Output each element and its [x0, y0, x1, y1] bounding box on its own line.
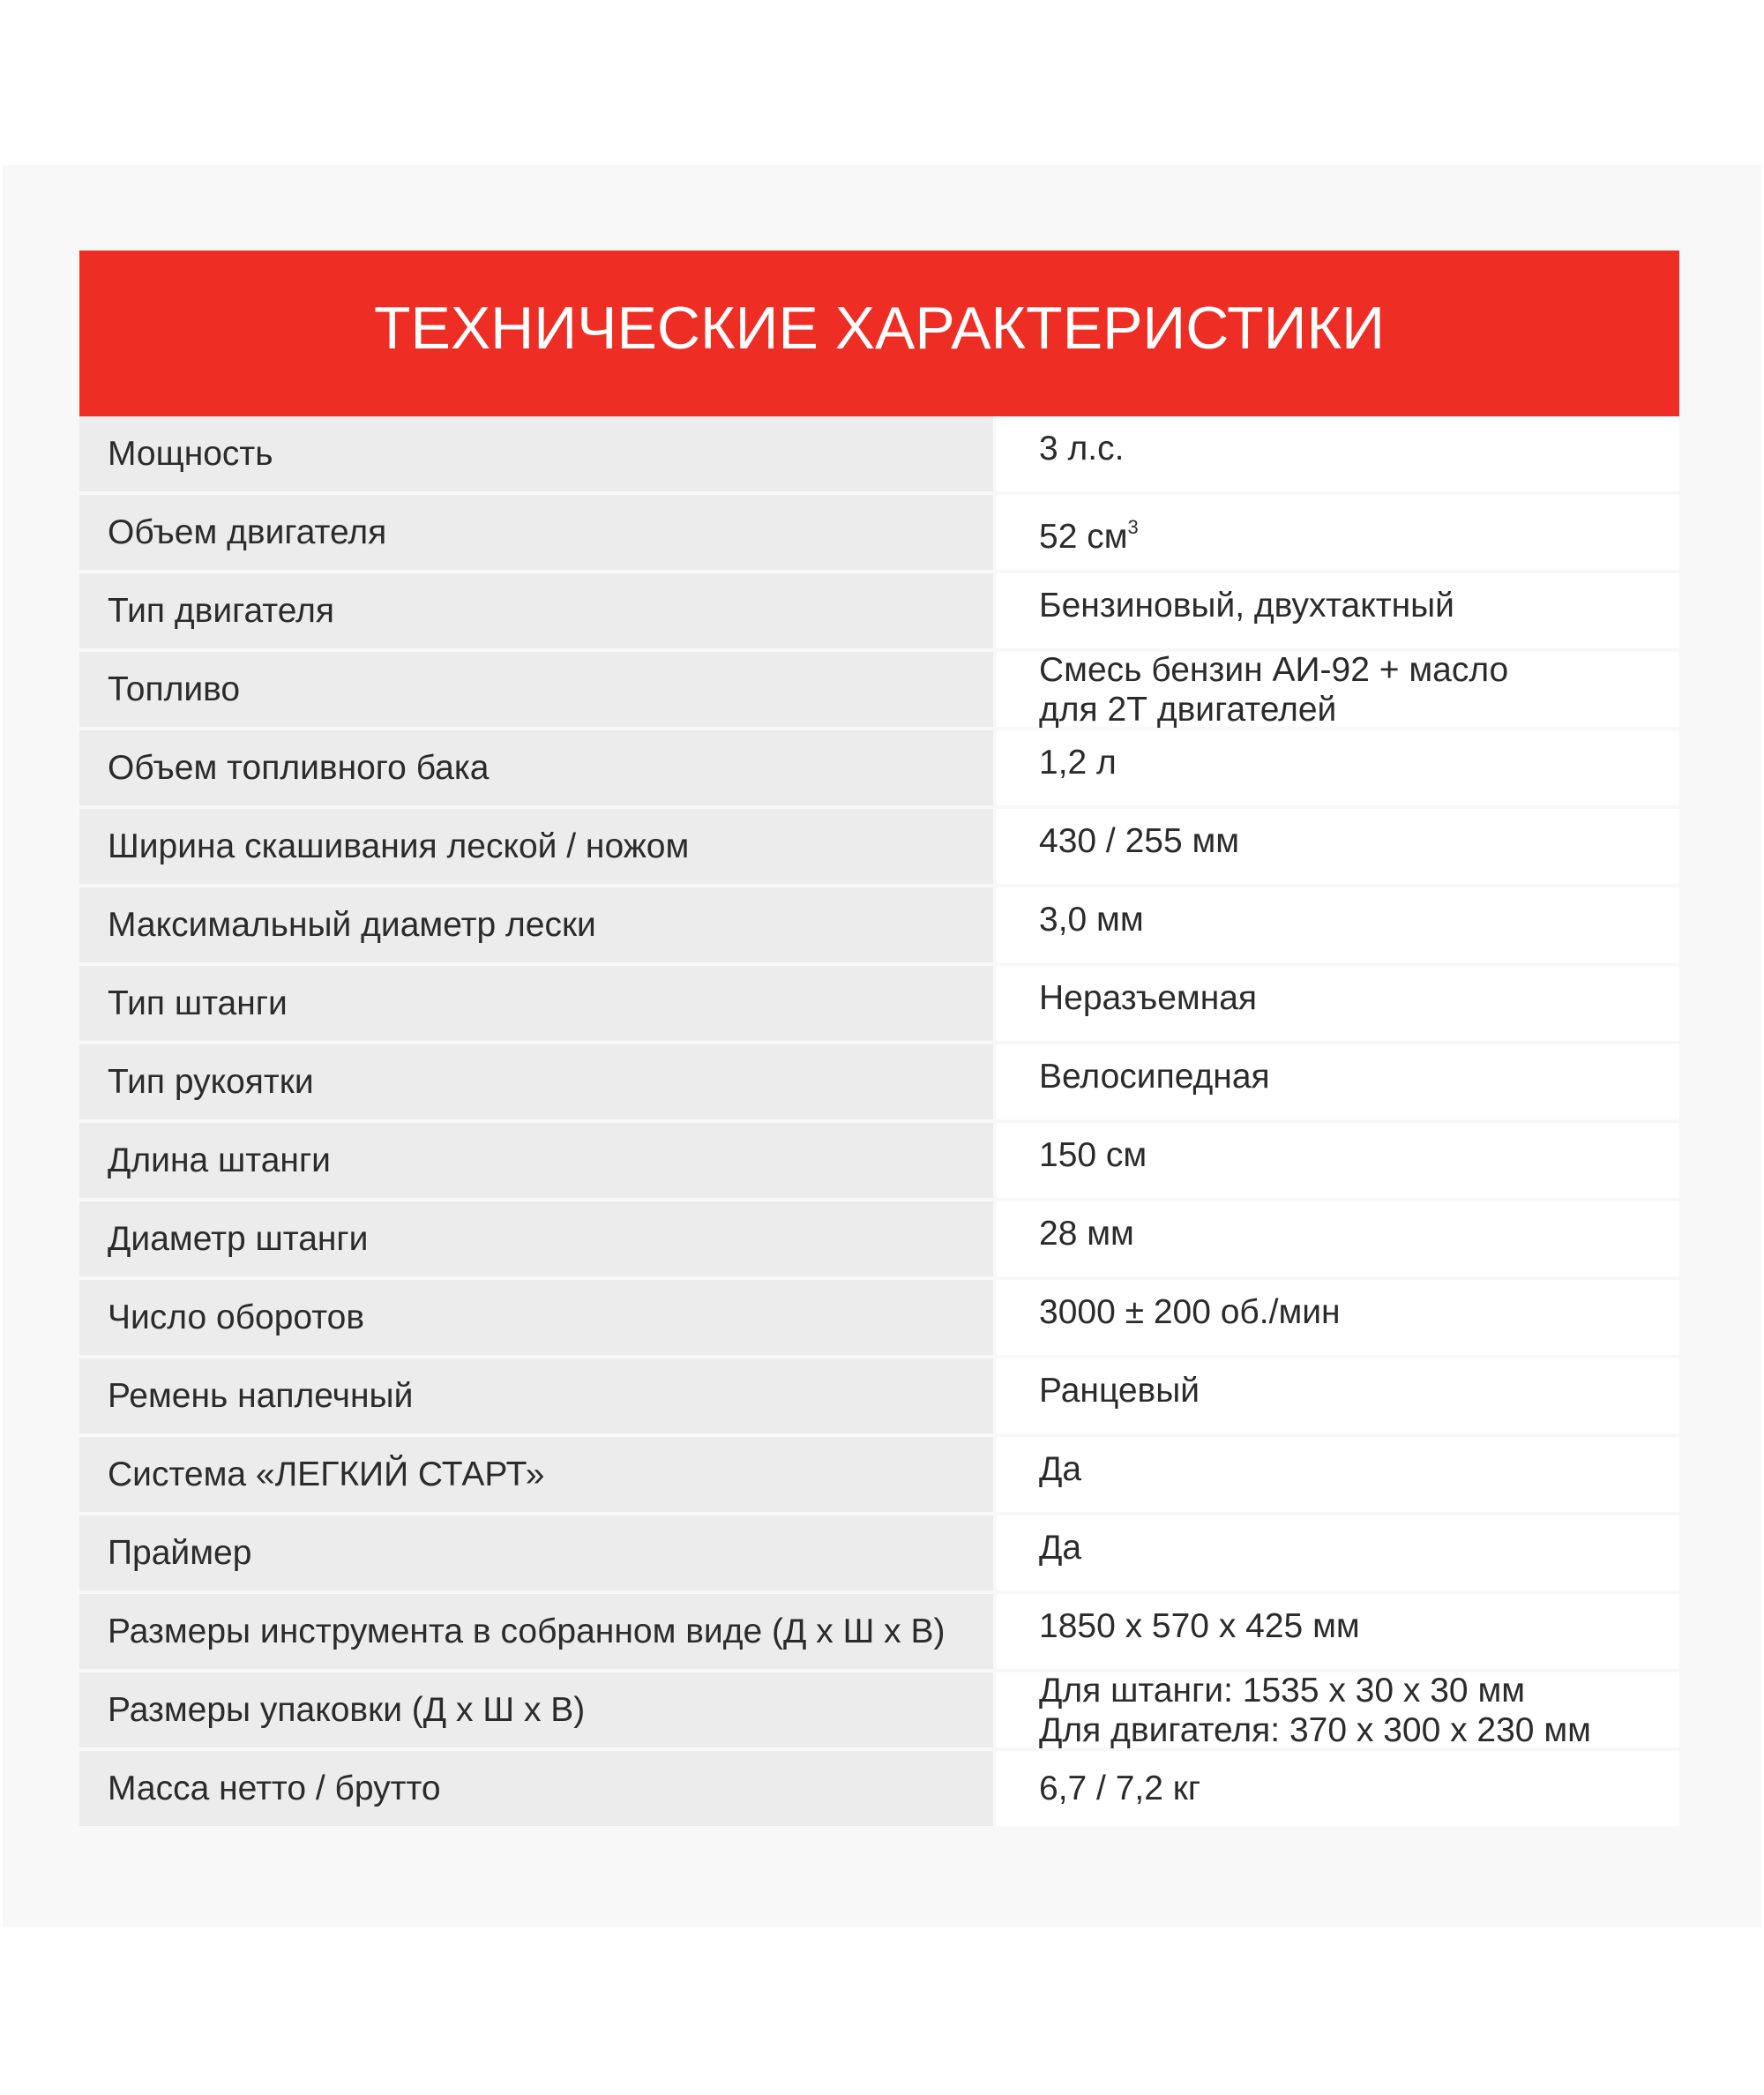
spec-label: Тип рукоятки	[79, 1044, 997, 1119]
spec-value: Ранцевый	[997, 1358, 1679, 1433]
spec-label: Максимальный диаметр лески	[79, 887, 997, 962]
spec-label: Ширина скашивания леской / ножом	[79, 809, 997, 884]
spec-label: Масса нетто / брутто	[79, 1751, 997, 1826]
spec-label: Объем двигателя	[79, 495, 997, 570]
spec-row-shaft-diameter	[79, 1201, 1679, 1280]
spec-label: Ремень наплечный	[79, 1358, 997, 1433]
spec-value: Да	[997, 1437, 1679, 1512]
spec-card	[79, 251, 1679, 1826]
spec-row-tool-dimensions	[79, 1594, 1679, 1672]
spec-value: Для штанги: 1535 х 30 х 30 мм Для двигателя: 370 х 300 х 230 мм	[997, 1672, 1679, 1747]
spec-header	[79, 251, 1679, 416]
spec-row-shaft-length	[79, 1123, 1679, 1201]
spec-value: 52 $см^3$	[997, 495, 1679, 570]
spec-row-strap	[79, 1358, 1679, 1437]
spec-row-power	[79, 416, 1679, 495]
spec-value: 1850 х 570 х 425 мм	[997, 1594, 1679, 1669]
spec-value: 430 / 255 мм	[997, 809, 1679, 884]
spec-row-engine-type	[79, 573, 1679, 652]
spec-value: 3 л.с.	[997, 416, 1679, 491]
spec-value: 3,0 мм	[997, 887, 1679, 962]
page-title: ТЕХНИЧЕСКИЕ ХАРАКТЕРИСТИКИ	[373, 295, 1386, 362]
spec-label: Размеры инструмента в собранном виде (Д х Ш х В)	[79, 1594, 997, 1669]
spec-row-rpm	[79, 1280, 1679, 1358]
spec-label: Тип штанги	[79, 966, 997, 1041]
spec-value: 3000 ± 200 об./мин	[997, 1280, 1679, 1355]
spec-row-handle-type	[79, 1044, 1679, 1123]
spec-label: Длина штанги	[79, 1123, 997, 1198]
spec-row-line-diameter	[79, 887, 1679, 966]
spec-row-tank	[79, 730, 1679, 809]
spec-row-weight	[79, 1751, 1679, 1826]
spec-label: Тип двигателя	[79, 573, 997, 648]
spec-value: 150 см	[997, 1123, 1679, 1198]
spec-value: 6,7 / 7,2 кг	[997, 1751, 1679, 1826]
spec-row-package-dimensions	[79, 1672, 1679, 1751]
spec-row-displacement	[79, 495, 1679, 573]
spec-row-easy-start	[79, 1437, 1679, 1515]
spec-label: Топливо	[79, 652, 997, 727]
spec-value: Да	[997, 1515, 1679, 1590]
spec-label: Мощность	[79, 416, 997, 491]
spec-value: 1,2 л	[997, 730, 1679, 805]
spec-label: Число оборотов	[79, 1280, 997, 1355]
spec-row-shaft-type	[79, 966, 1679, 1044]
spec-label: Объем топливного бака	[79, 730, 997, 805]
spec-row-fuel	[79, 652, 1679, 730]
spec-value: Неразъемная	[997, 966, 1679, 1041]
spec-value: Смесь бензин АИ-92 + масло для 2Т двигателей	[997, 652, 1679, 727]
spec-label: Праймер	[79, 1515, 997, 1590]
spec-value: Велосипедная	[997, 1044, 1679, 1119]
spec-row-cut-width	[79, 809, 1679, 887]
spec-value: Бензиновый, двухтактный	[997, 573, 1679, 648]
spec-row-primer	[79, 1515, 1679, 1594]
spec-value: 28 мм	[997, 1201, 1679, 1276]
spec-label: Размеры упаковки (Д х Ш х В)	[79, 1672, 997, 1747]
spec-label: Диаметр штанги	[79, 1201, 997, 1276]
spec-label: Система «ЛЕГКИЙ СТАРТ»	[79, 1437, 997, 1512]
